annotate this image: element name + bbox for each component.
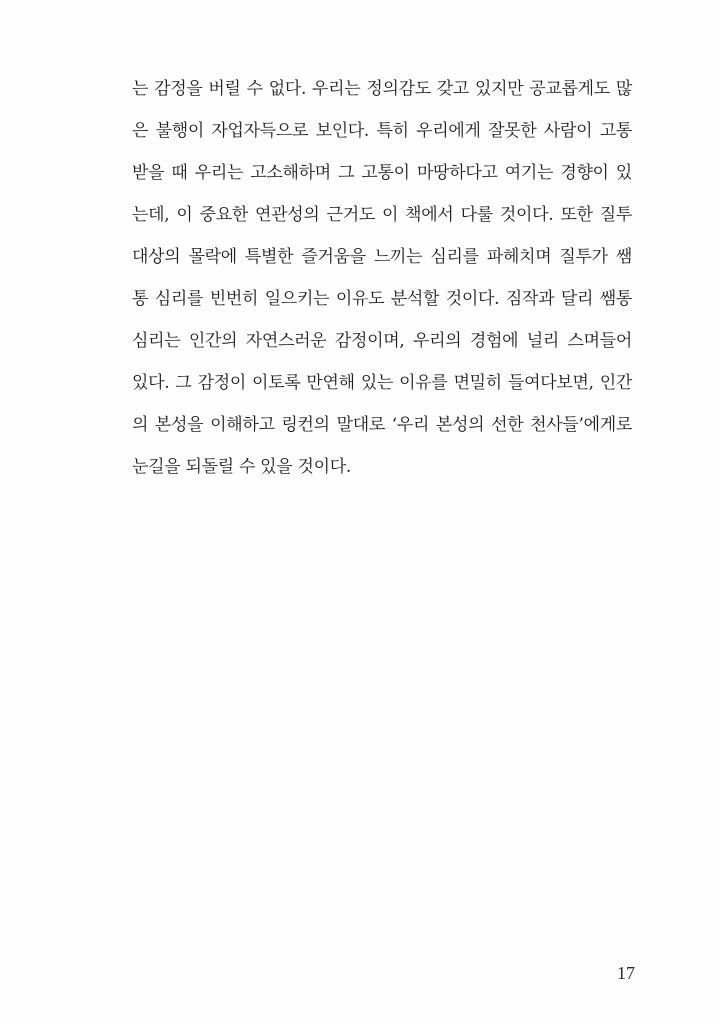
text-line: 받을 때 우리는 고소해하며 그 고통이 마땅하다고 여기는 경향이 있 — [132, 163, 632, 183]
text-line: 눈길을 되돌릴 수 있을 것이다. — [132, 457, 351, 477]
text-line: 대상의 몰락에 특별한 즐거움을 느끼는 심리를 파헤치며 질투가 쌤 — [132, 247, 632, 267]
text-line: 심리는 인간의 자연스러운 감정이며, 우리의 경험에 널리 스며들어 — [132, 331, 632, 351]
page-number: 17 — [617, 963, 635, 983]
body-text — [132, 68, 632, 488]
text-line: 는데, 이 중요한 연관성의 근거도 이 책에서 다룰 것이다. 또한 질투 — [132, 205, 632, 225]
text-line: 의 본성을 이해하고 링컨의 말대로 ‘우리 본성의 선한 천사들’에게로 — [132, 415, 632, 435]
text-line: 는 감정을 버릴 수 없다. 우리는 정의감도 갖고 있지만 공교롭게도 많 — [132, 79, 632, 99]
text-line: 있다. 그 감정이 이토록 만연해 있는 이유를 면밀히 들여다보면, 인간 — [132, 373, 632, 393]
text-line: 은 불행이 자업자득으로 보인다. 특히 우리에게 잘못한 사람이 고통 — [132, 121, 632, 141]
text-line: 통 심리를 빈번히 일으키는 이유도 분석할 것이다. 짐작과 달리 쌤통 — [132, 289, 632, 309]
